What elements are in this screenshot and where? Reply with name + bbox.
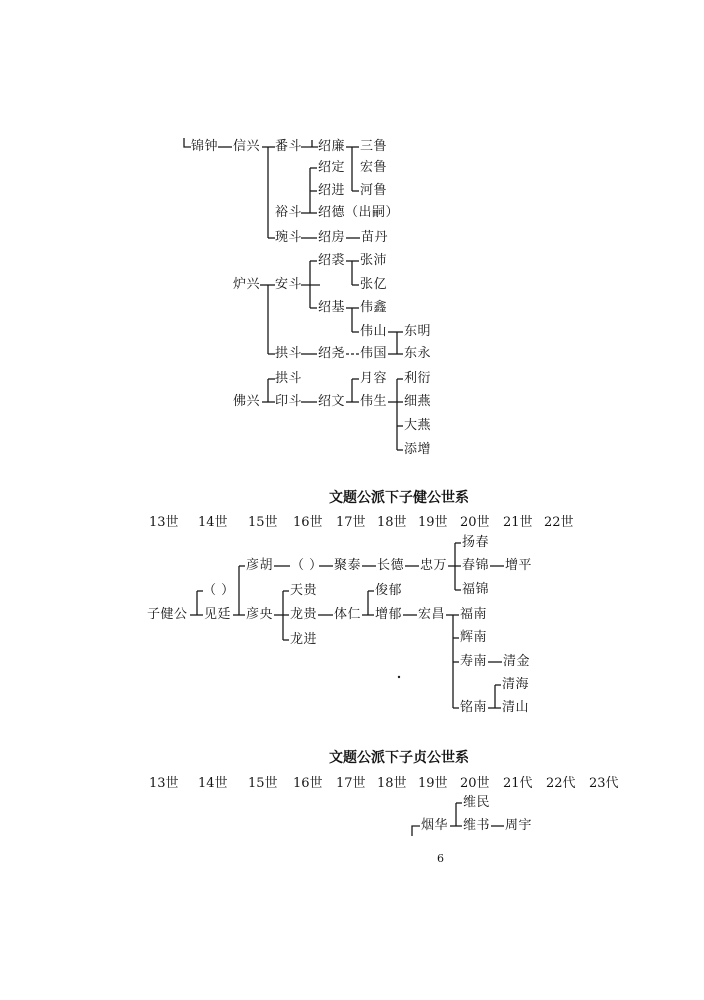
generation-label: 19世 [418,776,448,791]
person-huinan: 辉南 [460,630,488,645]
person-shaoji: 绍基 [318,300,346,315]
person-zhouyu: 周宇 [505,818,533,833]
person-zhangde: 长德 [377,558,405,573]
person-yindou: 印斗 [275,394,303,409]
person-honglu: 宏鲁 [360,160,388,175]
generation-label: 22世 [544,515,574,530]
person-dayan: 大燕 [404,418,432,433]
generation-label: 22代 [546,776,576,791]
person-jinzhong: 锦钟 [191,139,219,154]
person-shounan: 寿南 [460,654,488,669]
person-xinxing: 信兴 [233,139,261,154]
person-shaowen: 绍文 [318,394,346,409]
generation-label: 21世 [503,515,533,530]
person-yangchun: 扬春 [462,535,490,550]
person-weisheng: 伟生 [360,394,388,409]
generation-label: 14世 [198,776,228,791]
generation-label: 16世 [293,776,323,791]
person-lihang: 利衍 [404,371,432,386]
section-title-zijian: 文题公派下子健公世系 [329,490,469,506]
person-helu: 河鲁 [360,183,388,198]
person-shaoyao: 绍尧 [318,346,346,361]
person-shaoding: 绍定 [318,160,346,175]
section-title-zizhen: 文题公派下子贞公世系 [329,750,469,766]
person-yanyang: 彦央 [246,607,274,622]
generation-label: 23代 [589,776,619,791]
unknown-person-placeholder-2: （ ） [291,558,323,573]
person-yanhu: 彦胡 [246,558,274,573]
person-luxing: 炉兴 [233,277,261,292]
generation-label: 19世 [418,515,448,530]
generation-label: 17世 [336,515,366,530]
person-longgui: 龙贵 [290,607,318,622]
person-funan: 福南 [460,607,488,622]
person-zengdu: 增郁 [375,607,403,622]
person-zijiangong: 子健公 [147,607,188,622]
person-andou: 安斗 [275,277,303,292]
person-foxing: 佛兴 [233,394,261,409]
generation-label: 17世 [336,776,366,791]
generation-label: 18世 [377,776,407,791]
page-number: 6 [437,852,444,865]
person-weimin: 维民 [463,795,491,810]
person-weishan: 伟山 [360,324,388,339]
person-weixin: 伟鑫 [360,300,388,315]
person-hongchang: 宏昌 [418,607,446,622]
generation-label: 15世 [248,776,278,791]
person-tiangui: 天贵 [290,583,318,598]
person-sanlu: 三鲁 [360,139,388,154]
generation-label: 20世 [460,776,490,791]
person-shaojin: 绍进 [318,183,346,198]
person-xiyan: 细燕 [404,394,432,409]
generation-label: 18世 [377,515,407,530]
generation-label: 14世 [198,515,228,530]
person-yudou: 裕斗 [275,205,303,220]
person-yuerong: 月容 [360,371,388,386]
person-qinghai: 清海 [502,677,530,692]
person-shaoqiu: 绍裘 [318,253,346,268]
person-jundu: 俊郁 [375,583,403,598]
person-qingshan: 清山 [502,700,530,715]
person-jutai: 聚泰 [334,558,362,573]
generation-label: 13世 [149,776,179,791]
person-qingjin: 清金 [503,654,531,669]
person-longjin: 龙进 [290,632,318,647]
generation-label: 13世 [149,515,179,530]
person-weishu: 维书 [463,818,491,833]
person-tianzeng: 添增 [404,442,432,457]
person-fandou: 番斗 [275,139,303,154]
person-shaolian: 绍廉 [318,139,346,154]
person-zhangyi: 张亿 [360,277,388,292]
person-dongyong: 东永 [404,346,432,361]
unknown-person-placeholder: （ ） [203,583,235,598]
person-dongming: 东明 [404,324,432,339]
person-tiren: 体仁 [334,607,362,622]
person-chunjin: 春锦 [462,558,490,573]
person-jianting: 见廷 [204,607,232,622]
person-weiguo: 伟国 [360,346,388,361]
person-gongdou-1: 拱斗 [275,346,303,361]
generation-label: 16世 [293,515,323,530]
person-fujin: 福锦 [462,582,490,597]
person-zhangpei: 张沛 [360,253,388,268]
person-shaofang: 绍房 [318,230,346,245]
generation-label: 15世 [248,515,278,530]
person-mingnan: 铭南 [460,700,488,715]
generation-label: 20世 [460,515,490,530]
person-zhongwan: 忠万 [420,558,448,573]
person-shaode: 绍德（出嗣） [318,205,400,220]
person-yanhua: 烟华 [421,818,449,833]
generation-label: 21代 [503,776,533,791]
person-gongdou-2: 拱斗 [275,371,303,386]
person-zengping: 增平 [505,558,533,573]
person-miaodan: 苗丹 [361,230,389,245]
person-wandou: 琬斗 [275,230,303,245]
